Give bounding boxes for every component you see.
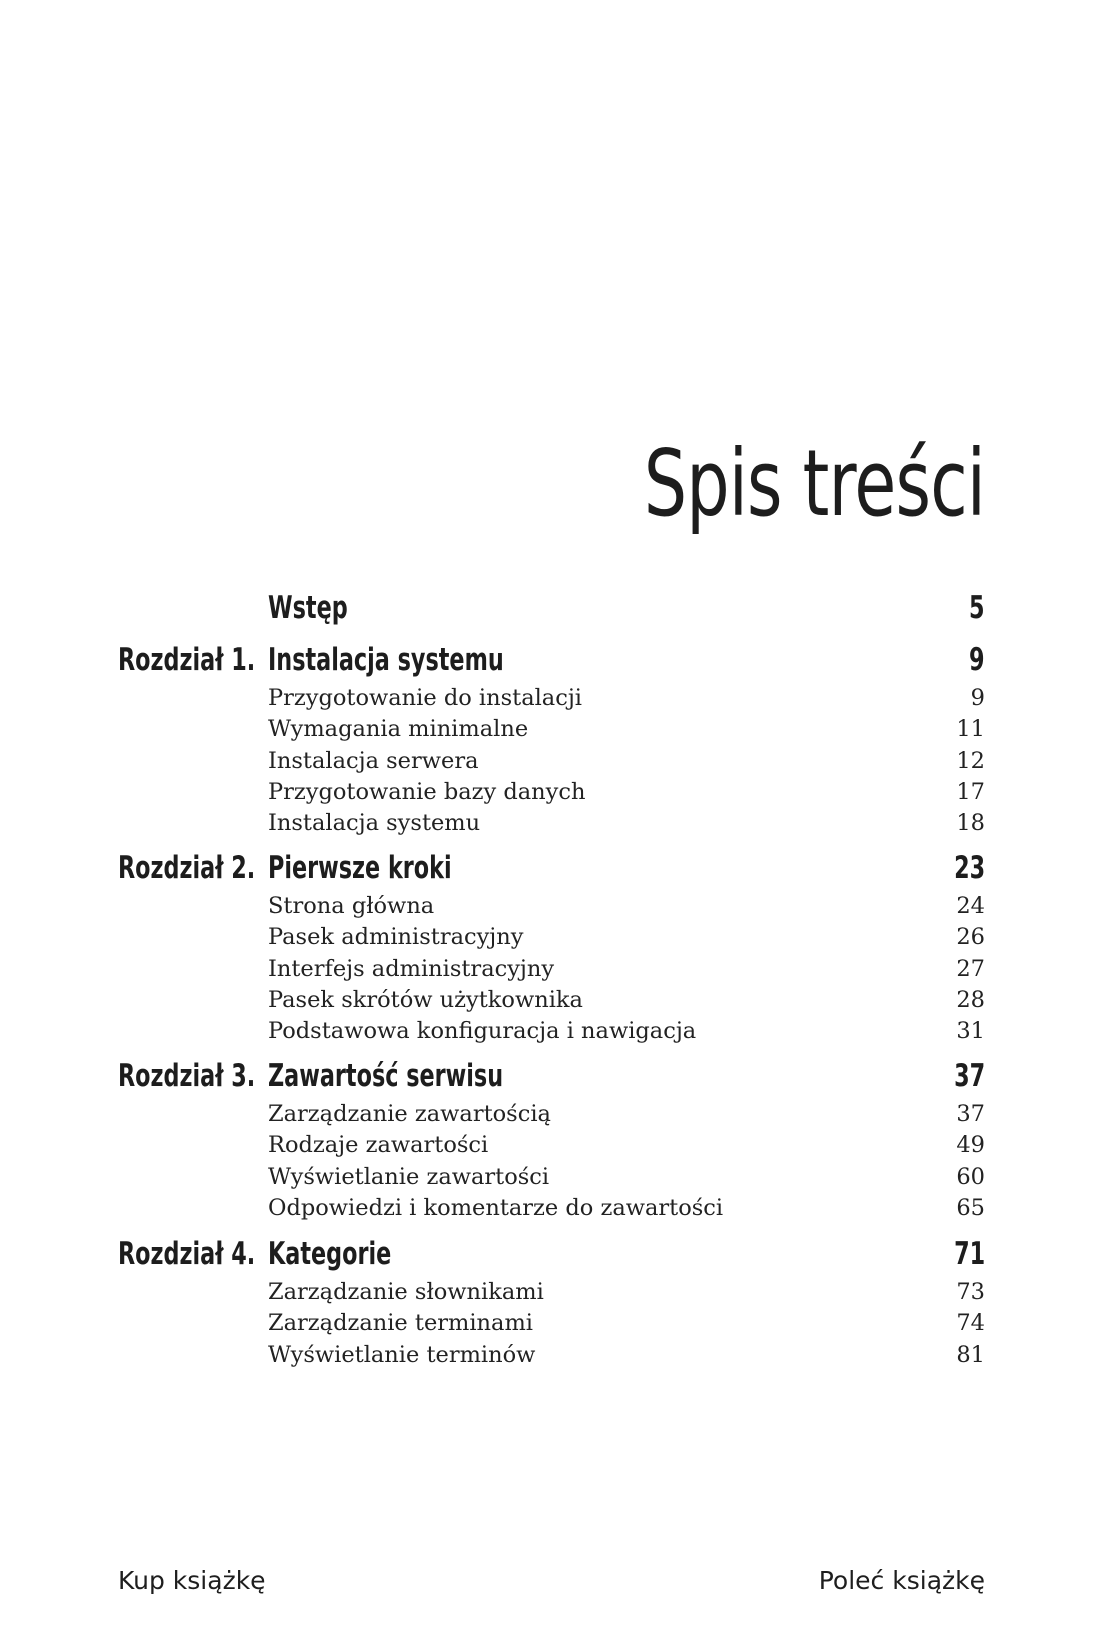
section-page-number: 26 (956, 924, 985, 951)
section-title: Przygotowanie do instalacji (268, 685, 583, 711)
chapter-page-number: 37 (953, 1058, 985, 1094)
section-page-number: 37 (956, 1101, 985, 1127)
section-title: Instalacja serwera (268, 747, 479, 774)
chapter-title: Wstęp (268, 590, 348, 626)
section-page-number: 49 (956, 1132, 985, 1159)
section-page-number: 81 (956, 1341, 985, 1368)
chapter-label: Rozdział 3. (118, 1058, 256, 1094)
section-title: Przygotowanie bazy danych (268, 778, 586, 805)
section-page-number: 31 (956, 1018, 985, 1045)
section-page-number: 65 (956, 1194, 985, 1221)
section-title: Wyświetlanie zawartości (268, 1163, 550, 1190)
chapter-page-number: 5 (969, 590, 985, 626)
section-title: Wymagania minimalne (268, 716, 529, 743)
section-page-number: 24 (956, 893, 985, 919)
chapter-page-number: 9 (969, 642, 985, 678)
chapter-title: Zawartość serwisu (268, 1058, 504, 1094)
chapter-label: Rozdział 4. (118, 1236, 256, 1272)
section-page-number: 9 (970, 685, 985, 711)
chapter-label: Rozdział 1. (118, 642, 256, 678)
chapter-title: Kategorie (268, 1236, 392, 1272)
buy-book-link[interactable]: Kup książkę (118, 1566, 266, 1595)
section-page-number: 74 (956, 1310, 985, 1337)
section-page-number: 12 (956, 747, 985, 774)
chapter-label: Rozdział 2. (118, 850, 256, 886)
section-title: Podstawowa konfiguracja i nawigacja (268, 1018, 697, 1045)
section-page-number: 18 (956, 810, 985, 837)
section-title: Rodzaje zawartości (268, 1132, 489, 1159)
section-title: Zarządzanie słownikami (268, 1279, 544, 1305)
chapter-page-number: 23 (953, 850, 985, 886)
chapter-title: Instalacja systemu (268, 642, 504, 678)
section-title: Pasek skrótów użytkownika (268, 986, 583, 1013)
section-page-number: 60 (956, 1163, 985, 1190)
section-title: Instalacja systemu (268, 810, 481, 837)
section-title: Wyświetlanie terminów (268, 1341, 536, 1368)
section-page-number: 27 (956, 955, 985, 982)
section-page-number: 17 (956, 778, 985, 805)
page-title: Spis treści (643, 430, 985, 537)
section-page-number: 28 (956, 986, 985, 1013)
section-page-number: 73 (956, 1279, 985, 1305)
recommend-book-link[interactable]: Poleć książkę (818, 1566, 985, 1595)
section-title: Strona główna (268, 893, 435, 919)
section-title: Zarządzanie terminami (268, 1310, 533, 1337)
section-title: Zarządzanie zawartością (268, 1101, 551, 1127)
section-page-number: 11 (956, 716, 985, 743)
section-title: Pasek administracyjny (268, 924, 524, 951)
section-title: Odpowiedzi i komentarze do zawartości (268, 1194, 724, 1221)
section-title: Interfejs administracyjny (268, 955, 555, 982)
chapter-title: Pierwsze kroki (268, 850, 452, 886)
chapter-page-number: 71 (953, 1236, 985, 1272)
